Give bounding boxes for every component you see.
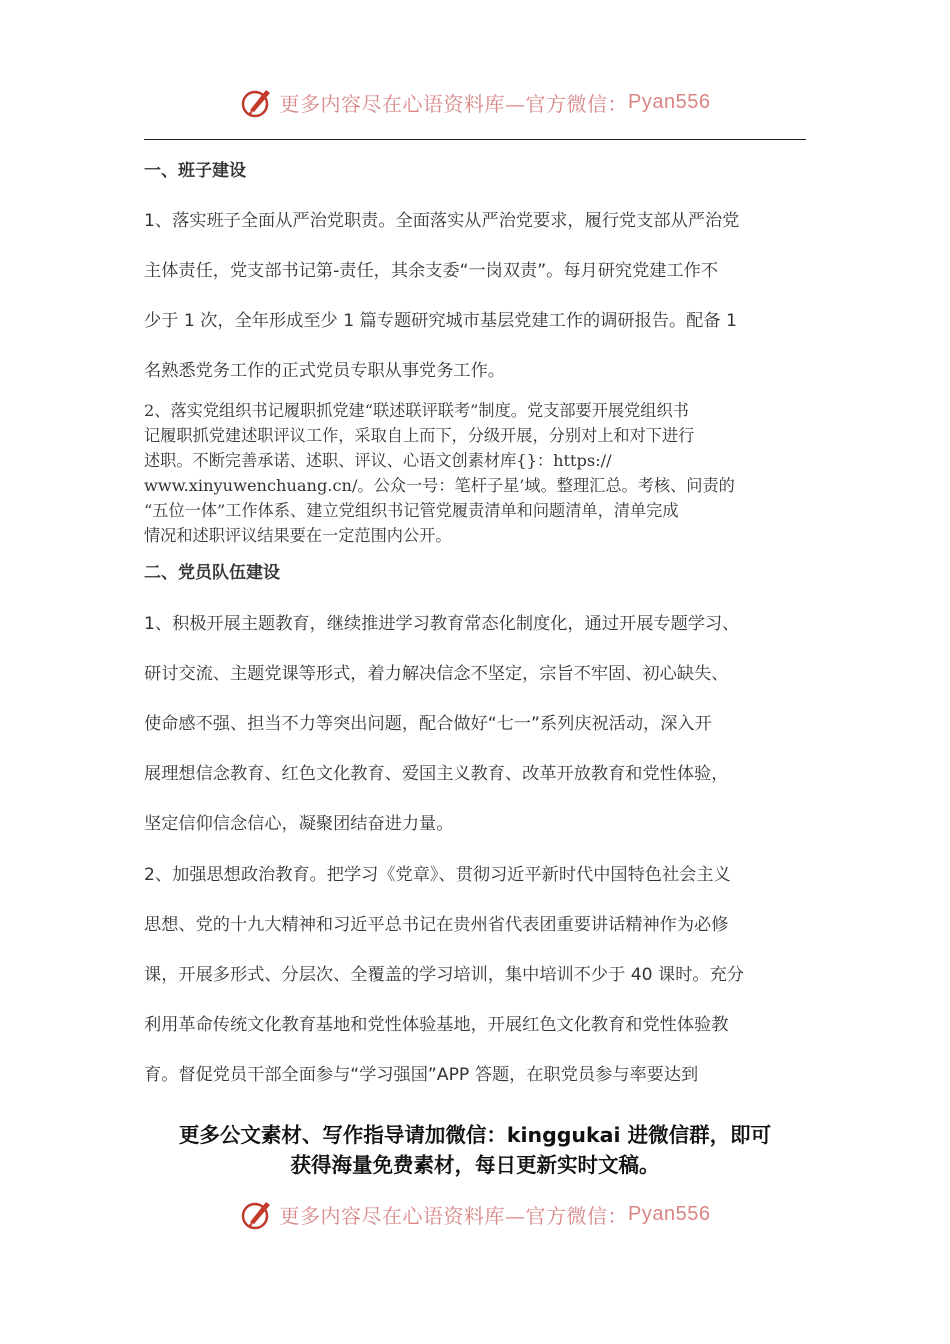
footer-wechat-id: Pyan556 <box>628 1202 711 1225</box>
section-2-paragraph-2: 2、加强思想政治教育。把学习《党章》、贯彻习近平新时代中国特色社会主义 思想、党的十九大精神和习近平总书记在贵州省代表团重要讲话精神作为必修 课，开展多形式、分层次、全覆盖的学习培训，集中培训不少于 40 课时。充分 利用革命传统文化教育基地和党性体验基地，开展红色文化教育和党性体验教 育。督促党员干部全面参与“学习强国”APP 答题，在职党员参与率要达到 <box>144 865 744 1085</box>
section-2-title: 二、党员队伍建设 <box>144 563 280 583</box>
header-divider <box>144 139 806 140</box>
promo-line-2: 获得海量免费素材，每日更新实时文稿。 <box>290 1153 660 1177</box>
section-1-paragraph-2: 2、落实党组织书记履职抓党建“联述联评联考”制度。党支部要开展党组织书 记履职抓党建述职评议工作，采取自上而下，分级开展，分别对上和对下进行 述职。不断完善承诺、述职、评议、心语文创素材库{}：https:// www.xinyuwenchuang.cn/。公众一号：笔杆子星’域。整理汇总。考核、问责的 “五位一体”工作体系、建立党组织书记管党履责清单和问题清单，清单完成 情况和述职评议结果要在一定范围内公开。 <box>144 401 735 545</box>
section-1-title: 一、班子建设 <box>144 161 246 181</box>
quill-logo-icon <box>240 84 276 120</box>
section-2-paragraph-1: 1、积极开展主题教育，继续推进学习教育常态化制度化，通过开展专题学习、 研讨交流、主题党课等形式，着力解决信念不坚定，宗旨不牢固、初心缺失、 使命感不强、担当不力等突出问题，配合做好“七一”系列庆祝活动，深入开 展理想信念教育、红色文化教育、爱国主义教育、改革开放教育和党性体验， 坚定信仰信念信心，凝聚团结奋进力量。 <box>144 614 740 834</box>
banner-wechat-id: Pyan556 <box>628 90 711 113</box>
header-banner <box>0 80 950 124</box>
banner-text: 更多内容尽在心语资料库—官方微信： <box>279 91 629 116</box>
promo-line-1: 更多公文素材、写作指导请加微信：kinggukai 进微信群，即可 <box>178 1123 772 1147</box>
quill-logo-icon <box>240 1196 276 1232</box>
footer-banner <box>0 1192 950 1236</box>
section-1-paragraph-1: 1、落实班子全面从严治党职责。全面落实从严治党要求，履行党支部从严治党 主体责任，党支部书记第-责任，其余支委“一岗双责”。每月研究党建工作不 少于 1 次，全年形成至少 1 篇专题研究城市基层党建工作的调研报告。配备 1 名熟悉党务工作的正式党员专职从事党务工作。 <box>144 211 740 381</box>
footer-banner-text: 更多内容尽在心语资料库—官方微信： <box>279 1203 629 1228</box>
promo-text <box>0 1120 950 1180</box>
